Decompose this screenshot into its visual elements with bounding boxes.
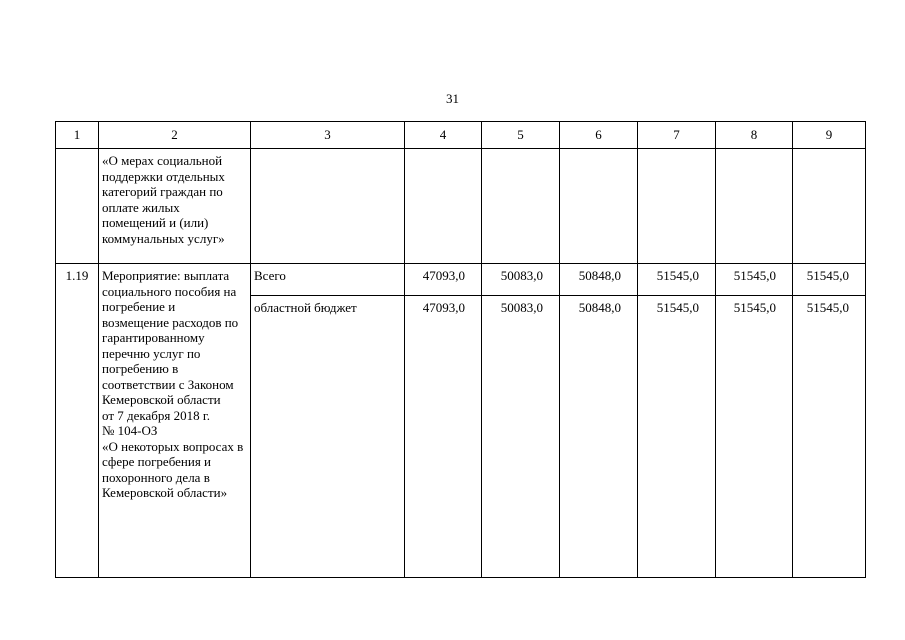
description-line: № 104-ОЗ bbox=[102, 423, 158, 438]
page-number: 31 bbox=[446, 91, 459, 106]
value-cell: 51545,0 bbox=[793, 264, 866, 296]
empty-cell bbox=[405, 149, 482, 264]
description-line: коммунальных услуг» bbox=[102, 230, 225, 246]
value-cell: 47093,0 bbox=[405, 264, 482, 296]
table-row-total bbox=[56, 264, 866, 296]
description-line: возмещение расходов по bbox=[102, 314, 239, 330]
empty-cell bbox=[560, 149, 638, 264]
funding-source-cell: областной бюджет bbox=[251, 296, 405, 578]
description-line: «О мерах социальной bbox=[102, 153, 223, 168]
description-line: от 7 декабря 2018 г. bbox=[102, 407, 210, 423]
row-number-cell bbox=[56, 149, 99, 264]
value-cell: 50848,0 bbox=[560, 264, 638, 296]
description-line: Мероприятие: выплата bbox=[102, 268, 230, 283]
header-cell: 8 bbox=[716, 122, 793, 149]
header-cell: 7 bbox=[638, 122, 716, 149]
header-cell: 3 bbox=[251, 122, 405, 149]
empty-cell bbox=[482, 149, 560, 264]
description-cell bbox=[99, 264, 251, 578]
table-row-continuation bbox=[56, 149, 866, 264]
empty-cell bbox=[251, 149, 405, 264]
funding-source-cell: Всего bbox=[251, 264, 405, 296]
value-cell: 47093,0 bbox=[405, 296, 482, 578]
description-line: поддержки отдельных bbox=[102, 168, 225, 184]
description-line: похоронного дела в bbox=[102, 469, 210, 485]
empty-cell bbox=[638, 149, 716, 264]
description-line: «О некоторых вопросах в bbox=[102, 438, 244, 454]
header-cell: 2 bbox=[99, 122, 251, 149]
header-cell: 4 bbox=[405, 122, 482, 149]
description-line: Кемеровской области bbox=[102, 392, 221, 407]
description-line: перечню услуг по bbox=[102, 345, 201, 361]
description-line: погребение и bbox=[102, 299, 176, 314]
value-cell: 50083,0 bbox=[482, 264, 560, 296]
description-line: сфере погребения и bbox=[102, 454, 212, 469]
empty-cell bbox=[716, 149, 793, 264]
header-cell: 6 bbox=[560, 122, 638, 149]
header-cell: 5 bbox=[482, 122, 560, 149]
description-line: соответствии с Законом bbox=[102, 376, 234, 392]
value-cell: 51545,0 bbox=[638, 296, 716, 578]
program-table bbox=[55, 121, 866, 578]
description-line: оплате жилых bbox=[102, 199, 180, 215]
table-header-row bbox=[56, 122, 866, 149]
value-cell: 51545,0 bbox=[716, 296, 793, 578]
description-line: Кемеровской области» bbox=[102, 485, 228, 500]
header-cell: 9 bbox=[793, 122, 866, 149]
value-cell: 50848,0 bbox=[560, 296, 638, 578]
value-cell: 50083,0 bbox=[482, 296, 560, 578]
row-number-cell: 1.19 bbox=[56, 264, 99, 578]
description-line: категорий граждан по bbox=[102, 184, 223, 199]
value-cell: 51545,0 bbox=[716, 264, 793, 296]
value-cell: 51545,0 bbox=[793, 296, 866, 578]
header-cell: 1 bbox=[56, 122, 99, 149]
empty-cell bbox=[793, 149, 866, 264]
description-cell bbox=[99, 149, 251, 264]
description-line: гарантированному bbox=[102, 330, 205, 345]
description-line: погребению в bbox=[102, 361, 179, 376]
description-line: помещений и (или) bbox=[102, 215, 209, 230]
description-line: социального пособия на bbox=[102, 283, 237, 299]
value-cell: 51545,0 bbox=[638, 264, 716, 296]
